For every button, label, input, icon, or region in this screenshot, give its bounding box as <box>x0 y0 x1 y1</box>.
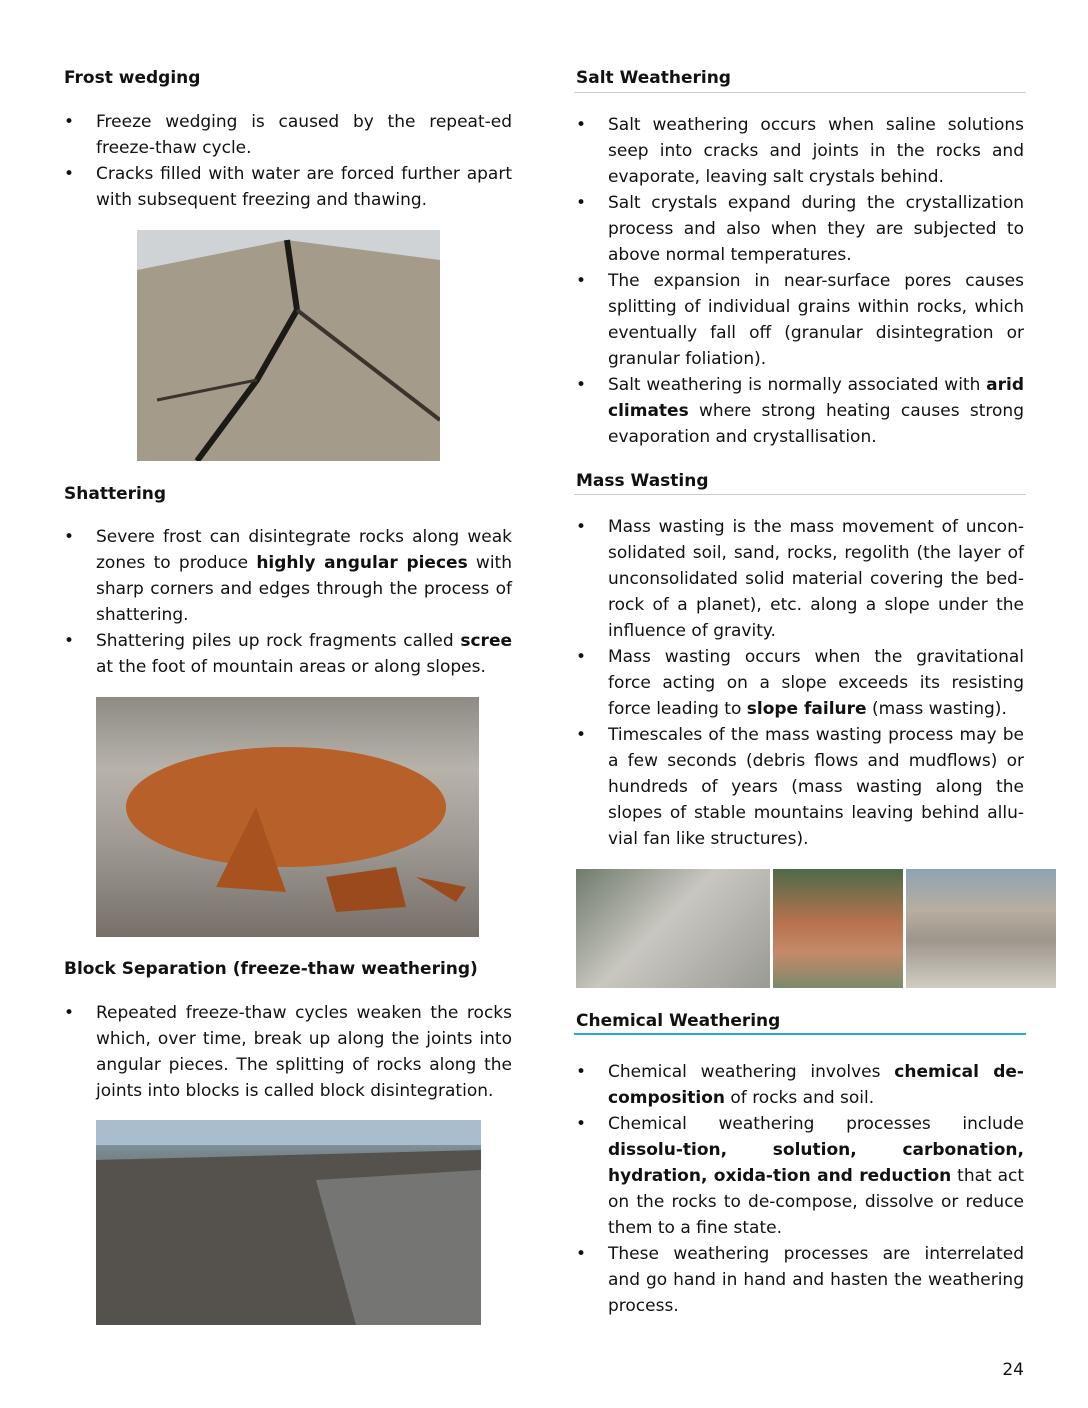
page-number: 24 <box>1002 1360 1024 1380</box>
shattering-heading: Shattering <box>64 484 167 504</box>
list-item: • Mass wasting occurs when the gravitational force acting on a slope exceeds its resisting force leading to slope failure (mass wasting). <box>576 644 1024 722</box>
list-item: • Repeated freeze-thaw cycles weaken the rocks which, over time, break up along the joints into angular pieces. The splitting of rocks along the joints into blocks is called block disintegration. <box>64 1000 512 1104</box>
list-item: • Salt weathering is normally associated with arid climates where strong heating causes strong evaporation and crystallisation. <box>576 372 1024 450</box>
shattering-photo <box>96 697 479 937</box>
block-separation-list <box>64 1000 512 1104</box>
list-item: • Chemical weathering processes include dissolu-tion, solution, carbonation, hydration, oxida-tion and reduction that act on the rocks to de-compose, dissolve or reduce them to a fine state. <box>576 1111 1024 1241</box>
shattering-list <box>64 524 512 680</box>
frost-wedging-photo <box>137 230 440 461</box>
shattered-boulder-illustration <box>96 697 479 937</box>
mass-wasting-photo-eroded-hill <box>773 869 903 988</box>
chemical-weathering-heading: Chemical Weathering <box>576 1011 781 1031</box>
mass-wasting-photo-rockslide <box>576 869 770 988</box>
list-item: • The expansion in near-surface pores causes splitting of individual grains within rocks, which eventually fall off (granular disintegration or granular foliation). <box>576 268 1024 372</box>
frost-wedging-list <box>64 109 512 213</box>
salt-heading-rule <box>574 92 1026 93</box>
list-item: • Salt weathering occurs when saline solutions seep into cracks and joints in the rocks and evaporate, leaving salt crystals behind. <box>576 112 1024 190</box>
list-item: • Cracks filled with water are forced further apart with subsequent freezing and thawing. <box>64 161 512 213</box>
list-item: • Salt crystals expand during the crystallization process and also when they are subjected to above normal temperatures. <box>576 190 1024 268</box>
rock-blocks-illustration <box>96 1120 481 1325</box>
salt-weathering-heading: Salt Weathering <box>576 68 731 88</box>
mass-heading-rule <box>574 494 1026 495</box>
chemical-heading-rule <box>574 1033 1026 1035</box>
chemical-weathering-list <box>576 1059 1024 1319</box>
salt-weathering-list <box>576 112 1024 450</box>
list-item: • These weathering processes are interrelated and go hand in hand and hasten the weathering process. <box>576 1241 1024 1319</box>
list-item: • Shattering piles up rock fragments called scree at the foot of mountain areas or along slopes. <box>64 628 512 680</box>
cracked-rock-illustration <box>137 230 440 461</box>
frost-wedging-heading: Frost wedging <box>64 68 201 88</box>
list-item: • Chemical weathering involves chemical de-composition of rocks and soil. <box>576 1059 1024 1111</box>
list-item: • Timescales of the mass wasting process may be a few seconds (debris flows and mudflows) or hundreds of years (mass wasting along the slopes of stable mountains leaving behind allu-vial fan like structures). <box>576 722 1024 852</box>
mass-wasting-list <box>576 514 1024 852</box>
list-item: • Freeze wedging is caused by the repeat-ed freeze-thaw cycle. <box>64 109 512 161</box>
list-item: • Mass wasting is the mass movement of uncon-solidated soil, sand, rocks, regolith (the layer of unconsolidated solid material covering the bed-rock of a planet), etc. along a slope under the influence of gravity. <box>576 514 1024 644</box>
block-separation-photo <box>96 1120 481 1325</box>
block-separation-heading: Block Separation (freeze-thaw weathering) <box>64 959 478 979</box>
mass-wasting-photo-badlands <box>906 869 1056 988</box>
list-item: • Severe frost can disintegrate rocks along weak zones to produce highly angular pieces with sharp corners and edges through the process of shattering. <box>64 524 512 628</box>
mass-wasting-heading: Mass Wasting <box>576 471 709 491</box>
